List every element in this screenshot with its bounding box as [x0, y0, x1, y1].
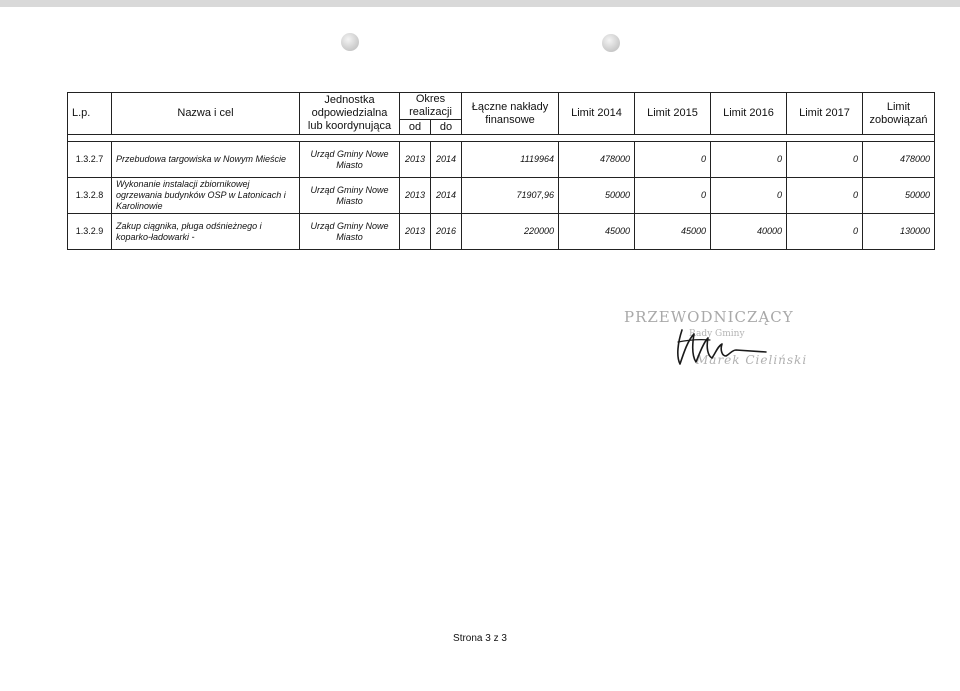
header-period-from: od	[400, 120, 431, 135]
cell-to: 2016	[431, 214, 462, 250]
header-period-to: do	[431, 120, 462, 135]
cell-limit-2016: 40000	[711, 214, 787, 250]
stamp-subtitle: Rady Gminy	[689, 329, 745, 339]
handwritten-signature-icon	[654, 312, 774, 372]
cell-limit-2015: 45000	[635, 214, 711, 250]
cell-to: 2014	[431, 142, 462, 178]
cell-total: 1119964	[462, 142, 559, 178]
cell-from: 2013	[400, 178, 431, 214]
header-limit-2015: Limit 2015	[635, 93, 711, 135]
table-row	[68, 178, 935, 214]
cell-limit-2017: 0	[787, 142, 863, 178]
cell-unit: Urząd Gminy Nowe Miasto	[300, 214, 400, 250]
header-period: Okres realizacji	[400, 93, 462, 120]
cell-commitment: 478000	[863, 142, 935, 178]
cell-name: Przebudowa targowiska w Nowym Mieście	[112, 142, 300, 178]
header-limit-2016: Limit 2016	[711, 93, 787, 135]
cell-total: 71907,96	[462, 178, 559, 214]
cell-from: 2013	[400, 142, 431, 178]
page-number: Strona 3 z 3	[453, 633, 507, 644]
punch-hole-left	[341, 33, 359, 51]
cell-lp: 1.3.2.9	[68, 214, 112, 250]
cell-name: Zakup ciągnika, pługa odśnieżnego i koparko-ładowarki -	[112, 214, 300, 250]
cell-limit-2014: 478000	[559, 142, 635, 178]
table-header	[68, 93, 935, 135]
cell-limit-2016: 0	[711, 142, 787, 178]
cell-unit: Urząd Gminy Nowe Miasto	[300, 178, 400, 214]
punch-hole-right	[602, 34, 620, 52]
cell-commitment: 130000	[863, 214, 935, 250]
table-row	[68, 214, 935, 250]
header-unit: Jednostka odpowiedzialna lub koordynująca	[300, 93, 400, 135]
header-spacer	[68, 135, 935, 142]
cell-total: 220000	[462, 214, 559, 250]
cell-to: 2014	[431, 178, 462, 214]
cell-from: 2013	[400, 214, 431, 250]
cell-unit: Urząd Gminy Nowe Miasto	[300, 142, 400, 178]
cell-limit-2014: 50000	[559, 178, 635, 214]
chairman-stamp-signature	[614, 302, 814, 392]
cell-lp: 1.3.2.7	[68, 142, 112, 178]
cell-limit-2014: 45000	[559, 214, 635, 250]
stamp-name: Marek Cieliński	[696, 353, 808, 367]
cell-limit-2017: 0	[787, 214, 863, 250]
header-commitment: Limit zobowiązań	[863, 93, 935, 135]
cell-limit-2017: 0	[787, 178, 863, 214]
cell-commitment: 50000	[863, 178, 935, 214]
cell-limit-2015: 0	[635, 142, 711, 178]
scan-top-edge	[0, 0, 960, 7]
investment-limits-table	[67, 92, 935, 250]
table-row	[68, 142, 935, 178]
cell-lp: 1.3.2.8	[68, 178, 112, 214]
header-lp: L.p.	[68, 93, 112, 135]
cell-name: Wykonanie instalacji zbiornikowej ogrzewania budynków OSP w Latonicach i Karolinowie	[112, 178, 300, 214]
cell-limit-2016: 0	[711, 178, 787, 214]
header-limit-2017: Limit 2017	[787, 93, 863, 135]
cell-limit-2015: 0	[635, 178, 711, 214]
stamp-title: PRZEWODNICZĄCY	[624, 308, 794, 326]
header-total: Łączne nakłady finansowe	[462, 93, 559, 135]
header-name: Nazwa i cel	[112, 93, 300, 135]
header-limit-2014: Limit 2014	[559, 93, 635, 135]
